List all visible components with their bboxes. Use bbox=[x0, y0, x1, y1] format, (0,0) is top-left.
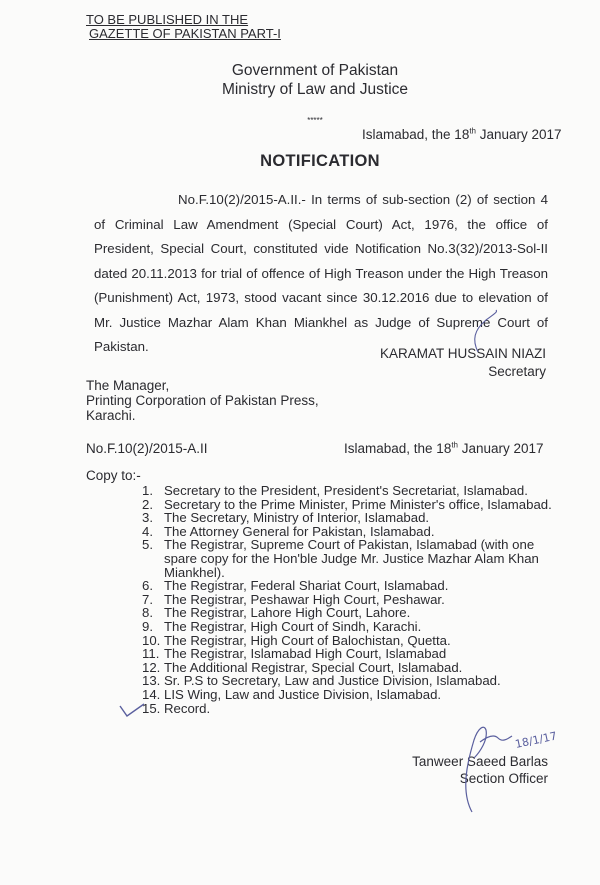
signatory-block bbox=[380, 345, 546, 381]
list-item-text: The Registrar, Federal Shariat Court, Islamabad. bbox=[164, 578, 449, 594]
list-item-text: Secretary to the Prime Minister, Prime Minister's office, Islamabad. bbox=[164, 496, 552, 512]
list-item bbox=[142, 674, 562, 688]
addressee-line1: The Manager, bbox=[86, 378, 170, 393]
list-item-number: 1. bbox=[142, 483, 153, 498]
list-item-number: 9. bbox=[142, 618, 153, 634]
reference-number: No.F.10(2)/2015-A.II bbox=[86, 441, 208, 456]
list-item bbox=[142, 525, 562, 539]
addressee-line2: Printing Corporation of Pakistan Press, bbox=[86, 393, 319, 408]
document-title: NOTIFICATION bbox=[260, 152, 380, 170]
copy-to-list bbox=[142, 484, 562, 715]
list-item bbox=[142, 661, 562, 675]
list-item-number: 5. bbox=[142, 537, 153, 553]
body-paragraph: No.F.10(2)/2015-A.II.- In terms of sub-section (2) of section 4 of Criminal Law Amendment (Special Court) Act, 1976, the office of President, Special Court, constituted vide Notification No.3(32)/2013-Sol-II dated 20.11.2013 for trial of offence of High Treason under the High Treason (Punishment) Act, 1973, stood vacant since 30.12.2016 due to elevation of Mr. Justice Mazhar Alam Khan Miankhel as Judge of Supreme Court of Pakistan. bbox=[94, 192, 548, 354]
list-item-text: The Registrar, Peshawar High Court, Peshawar. bbox=[164, 591, 445, 607]
list-item bbox=[142, 579, 562, 593]
list-item-text: The Additional Registrar, Special Court, Islamabad. bbox=[164, 659, 463, 675]
copy-date bbox=[344, 441, 544, 456]
list-item-text: Sr. P.S to Secretary, Law and Justice Division, Islamabad. bbox=[164, 673, 501, 689]
copy-date-prefix: Islamabad, the 18 bbox=[344, 441, 452, 456]
addressee-line3: Karachi. bbox=[86, 408, 136, 423]
copy-date-sup: th bbox=[451, 440, 458, 450]
list-item-text: The Registrar, Lahore High Court, Lahore. bbox=[164, 605, 411, 621]
list-item-number: 2. bbox=[142, 496, 153, 512]
section-officer-name: Tanweer Saeed Barlas bbox=[412, 754, 548, 769]
list-item-number: 4. bbox=[142, 523, 153, 539]
list-item bbox=[142, 702, 562, 716]
list-item-text: The Registrar, Supreme Court of Pakistan, Islamabad (with one spare copy for the Hon'ble Judge Mr. Justice Mazhar Alam Khan Miankhel). bbox=[164, 537, 539, 580]
list-item-number: 6. bbox=[142, 578, 153, 594]
date-month-year: January 2017 bbox=[476, 127, 562, 142]
signatory-name: KARAMAT HUSSAIN NIAZI bbox=[379, 346, 546, 361]
list-item bbox=[142, 511, 562, 525]
list-item-number: 13. bbox=[142, 673, 161, 689]
list-item bbox=[142, 634, 562, 648]
addressee-block bbox=[86, 378, 319, 423]
list-item bbox=[142, 538, 562, 579]
list-item-number: 7. bbox=[142, 591, 153, 607]
list-item bbox=[142, 606, 562, 620]
list-item bbox=[142, 498, 562, 512]
list-item-text: Secretary to the President, President's Secretariat, Islamabad. bbox=[164, 483, 528, 498]
list-item-text: The Secretary, Ministry of Interior, Islamabad. bbox=[164, 510, 430, 526]
list-item bbox=[142, 688, 562, 702]
government-heading: Government of Pakistan bbox=[231, 62, 399, 79]
list-item-number: 14. bbox=[142, 686, 161, 702]
date-prefix: Islamabad, the 18 bbox=[362, 127, 470, 142]
list-item-text: The Attorney General for Pakistan, Islamabad. bbox=[164, 523, 435, 539]
list-item bbox=[142, 484, 562, 498]
list-item-text: LIS Wing, Law and Justice Division, Islamabad. bbox=[164, 686, 442, 702]
copy-date-month-year: January 2017 bbox=[458, 441, 544, 456]
handwritten-date: 18/1/17 bbox=[513, 729, 559, 751]
list-item-text: The Registrar, High Court of Sindh, Karachi. bbox=[164, 618, 422, 634]
notification-body bbox=[94, 188, 548, 360]
list-item-text: Record. bbox=[164, 700, 211, 716]
section-officer-title: Section Officer bbox=[459, 770, 548, 786]
list-item-number: 15. bbox=[142, 700, 161, 716]
signatory-title: Secretary bbox=[488, 364, 546, 379]
date-suffix-sup: th bbox=[469, 126, 476, 136]
list-item bbox=[142, 647, 562, 661]
list-item-number: 10. bbox=[142, 632, 161, 648]
copy-to-label: Copy to:- bbox=[86, 468, 141, 483]
notification-date bbox=[362, 127, 562, 142]
list-item-number: 3. bbox=[142, 510, 153, 526]
gazette-header bbox=[86, 13, 281, 41]
separator-stars: ***** bbox=[307, 116, 323, 125]
ministry-heading: Ministry of Law and Justice bbox=[221, 81, 409, 98]
list-item-number: 8. bbox=[142, 605, 153, 621]
list-item-number: 12. bbox=[142, 659, 161, 675]
list-item bbox=[142, 620, 562, 634]
tick-mark-icon bbox=[120, 704, 144, 716]
gazette-header-line2: GAZETTE OF PAKISTAN PART-I bbox=[89, 26, 281, 41]
list-item bbox=[142, 593, 562, 607]
section-officer-block bbox=[412, 754, 548, 787]
gazette-header-line1: TO BE PUBLISHED IN THE bbox=[86, 12, 249, 27]
list-item-text: The Registrar, Islamabad High Court, Islamabad bbox=[164, 646, 447, 662]
list-item-number: 11. bbox=[142, 646, 160, 662]
list-item-text: The Registrar, High Court of Balochistan, Quetta. bbox=[164, 632, 451, 648]
